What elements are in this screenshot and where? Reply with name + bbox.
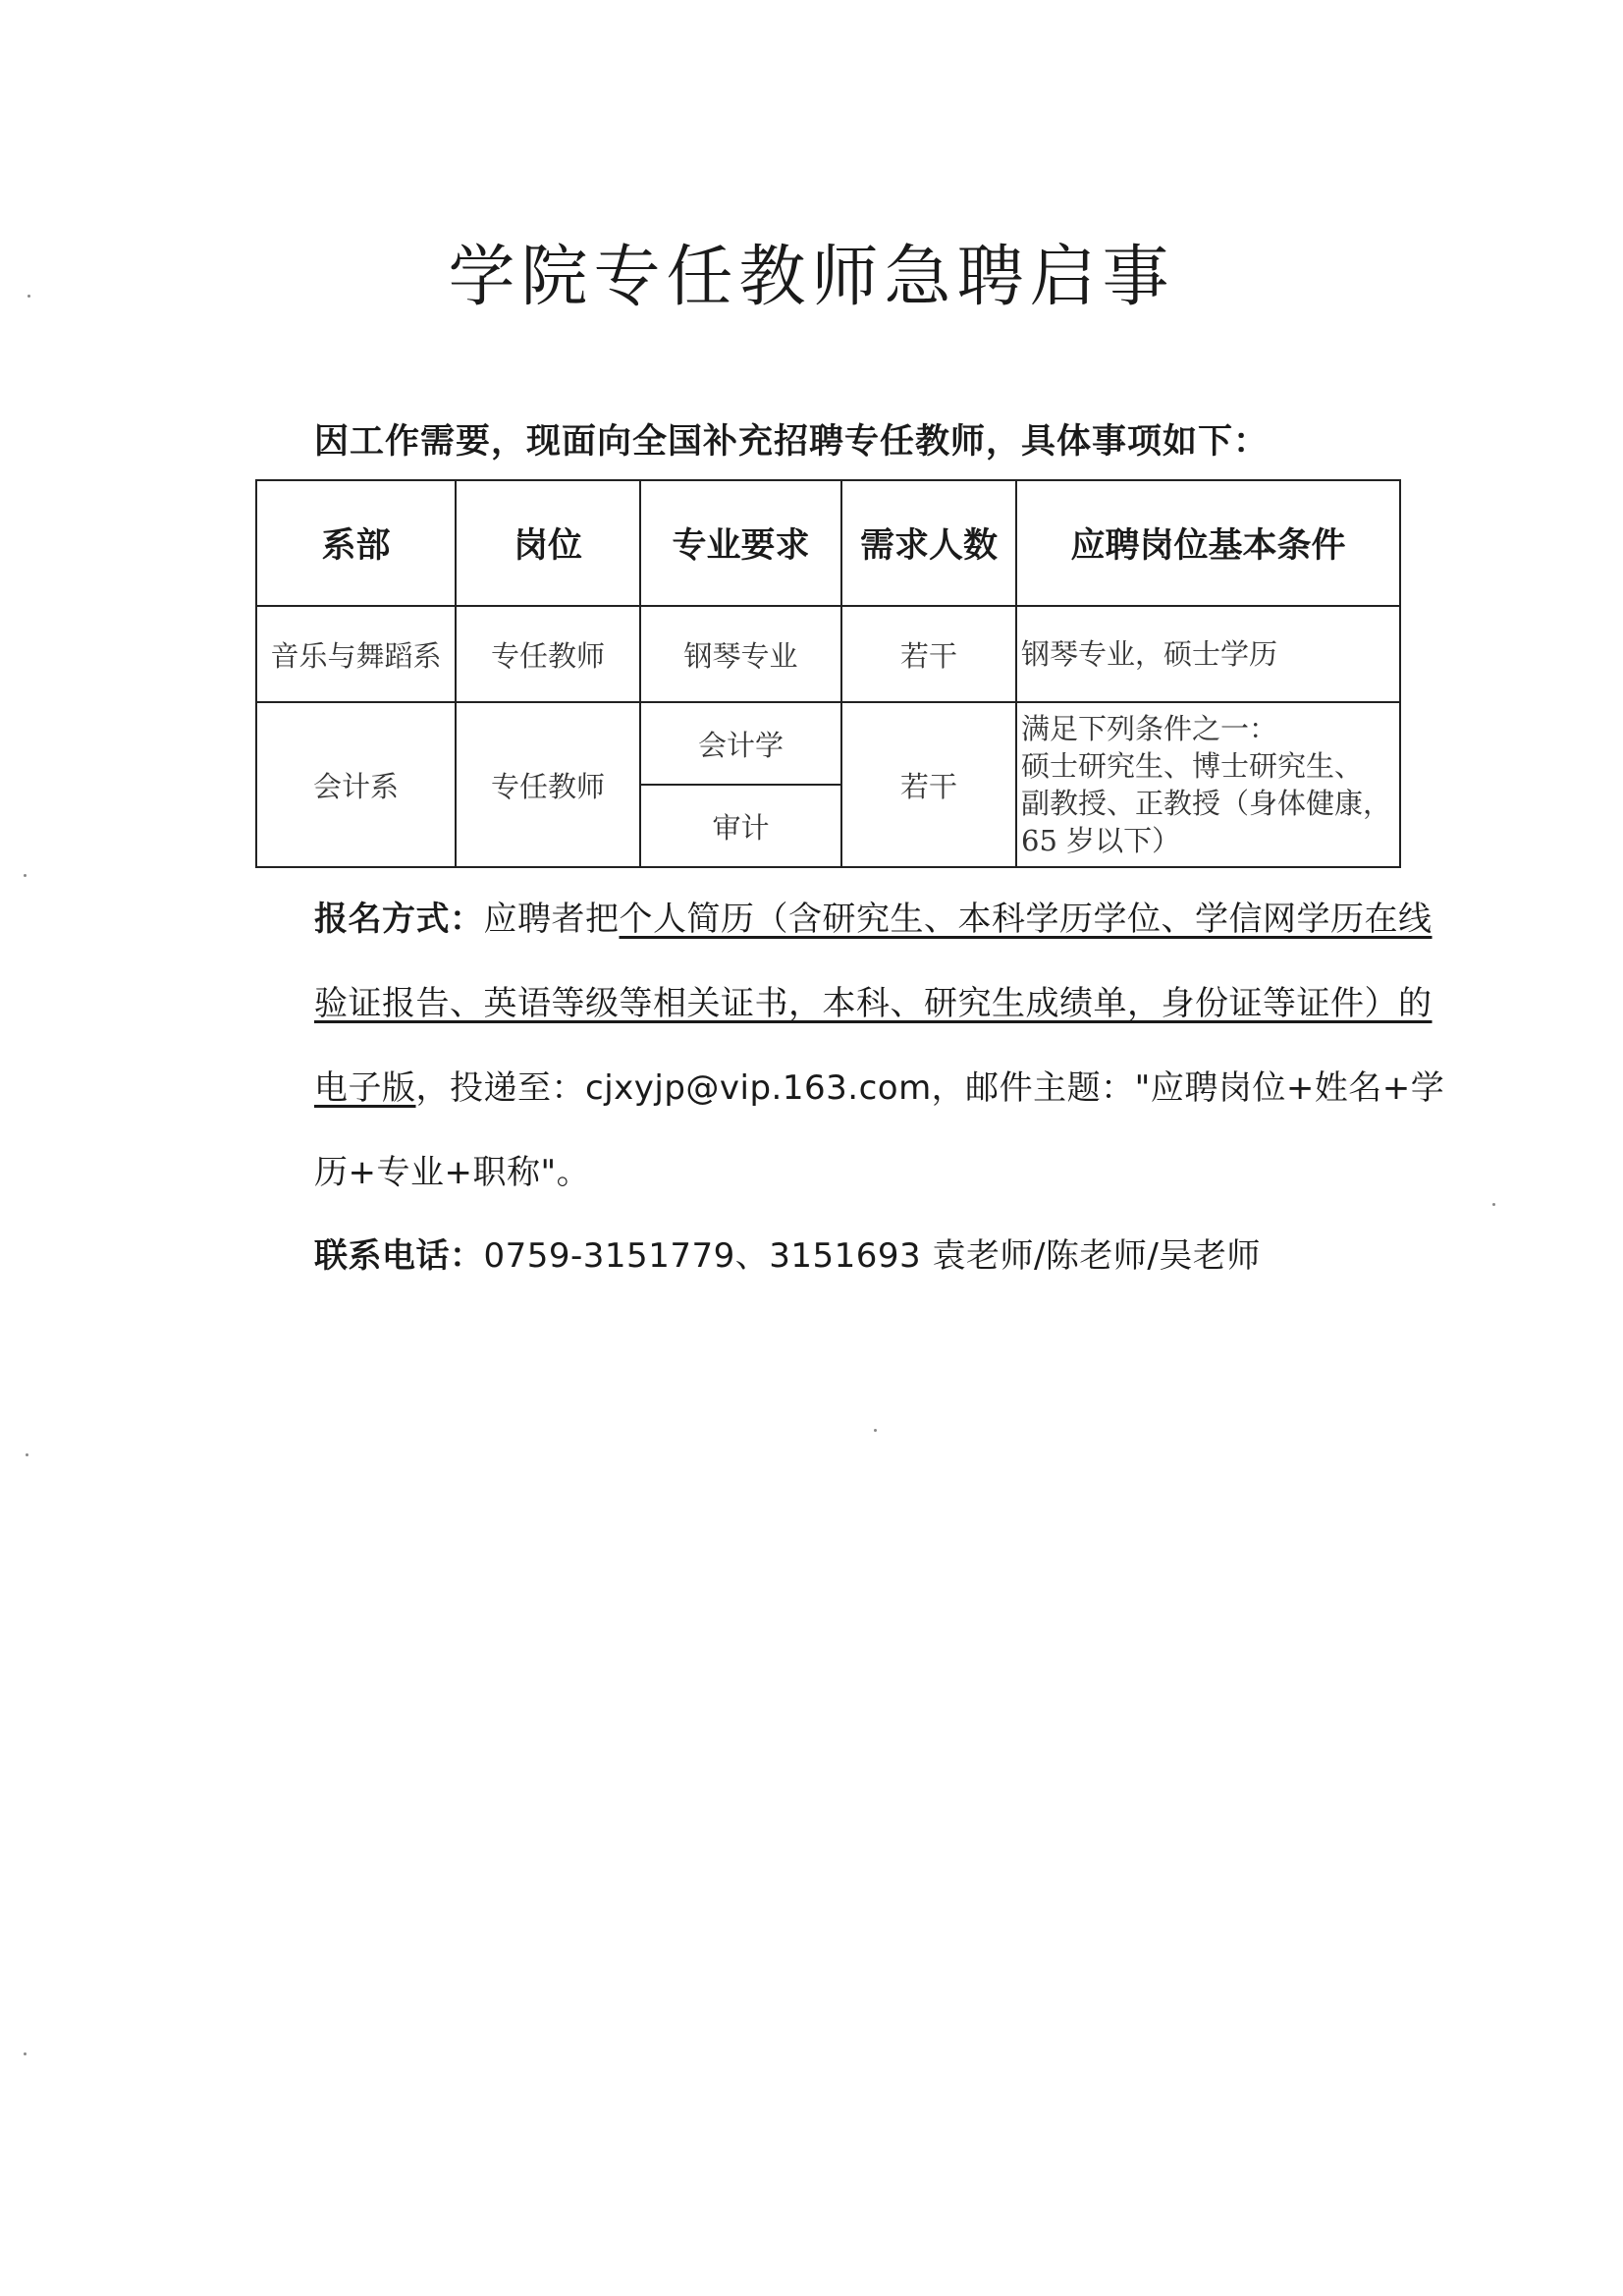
cell-major: 钢琴专业 [640,606,841,702]
condition-line: 副教授、正教授（身体健康， [1021,787,1392,820]
condition-line: 满足下列条件之一： [1021,712,1278,745]
page-title: 学院专任教师急聘启事 [448,239,1175,316]
table-row [256,702,1400,785]
scan-speck [24,2052,27,2055]
cell-position: 专任教师 [456,702,640,867]
cell-conditions [1016,702,1400,867]
application-required-docs: 个人简历（含研究生、本科学历学位、学信网学历在线验证报告、英语等级等相关证书，本科、研究生成绩单，身份证等证件）的电子版 [314,900,1433,1108]
header-position: 岗位 [456,480,640,606]
header-department: 系部 [256,480,456,606]
header-conditions: 应聘岗位基本条件 [1016,480,1400,606]
condition-line: 65 岁以下） [1021,824,1181,857]
table-header-row [256,480,1400,606]
header-major: 专业要求 [640,480,841,606]
table-row [256,606,1400,702]
cell-count: 若干 [841,702,1016,867]
scan-speck [24,874,27,877]
intro-text: 因工作需要，现面向全国补充招聘专任教师，具体事项如下： [314,422,1270,462]
cell-major: 审计 [640,785,841,867]
cell-count: 若干 [841,606,1016,702]
contact-paragraph [255,1214,1453,1298]
scan-speck [27,295,30,298]
contact-label: 联系电话： [314,1236,484,1276]
application-paragraph [255,877,1453,1215]
scan-speck [26,1453,28,1456]
cell-position: 专任教师 [456,606,640,702]
header-count: 需求人数 [841,480,1016,606]
scan-speck [1492,1203,1495,1206]
condition-line: 硕士研究生、博士研究生、 [1021,749,1364,783]
cell-major: 会计学 [640,702,841,785]
cell-department: 音乐与舞蹈系 [256,606,456,702]
cell-department: 会计系 [256,702,456,867]
recruitment-table [255,479,1401,868]
scan-speck [874,1429,877,1432]
contact-text: 0759-3151779、3151693 袁老师/陈老师/吴老师 [483,1236,1261,1276]
cell-conditions: 钢琴专业，硕士学历 [1016,606,1400,702]
application-label: 报名方式： [314,900,484,939]
application-text-start: 应聘者把 [483,900,620,939]
application-text-end: ，投递至：cjxyjp@vip.163.com，邮件主题："应聘岗位+姓名+学历+专业+职称"。 [314,1068,1445,1192]
